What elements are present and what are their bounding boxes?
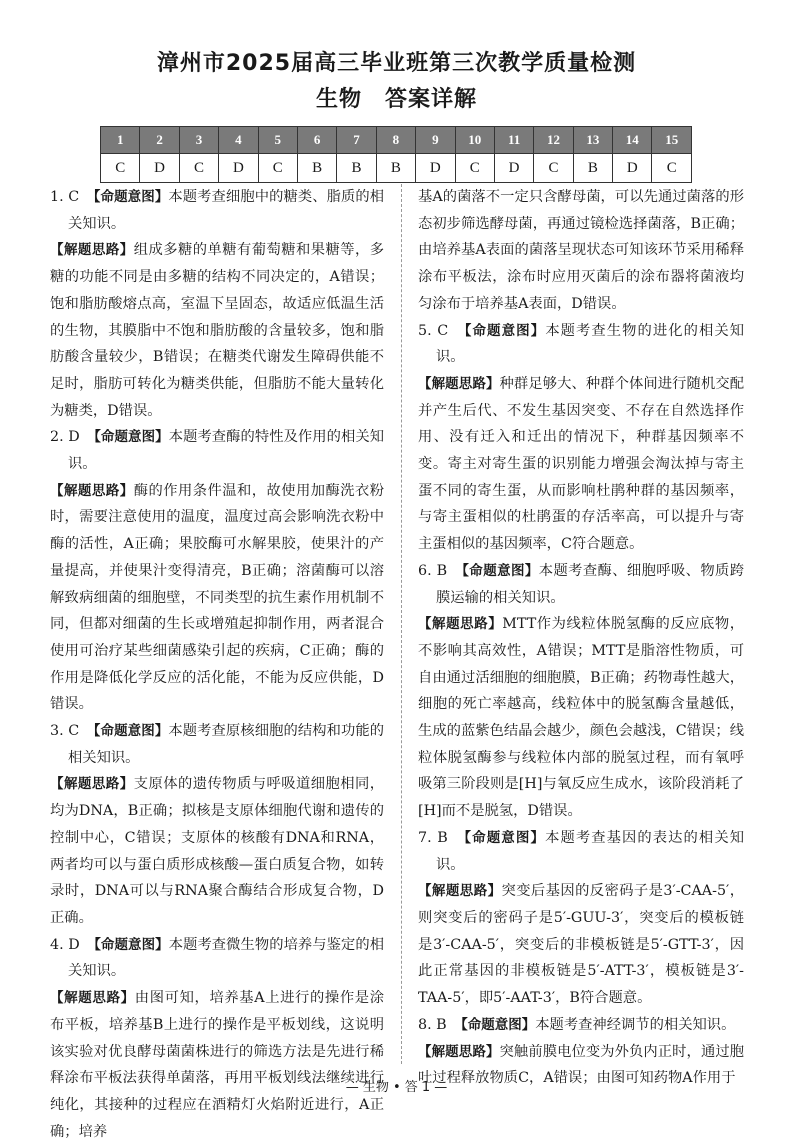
answer-number-cell: 10 <box>455 127 494 154</box>
question-2-explanation: 【解题思路】酶的作用条件温和，故使用加酶洗衣粉时，需要注意使用的温度，温度过高会影响洗衣粉中酶的活性，A正确；果胶酶可水解果胶，使果汁的产量提高，并使果汁变得清亮，B正确；溶菌酶可以溶解致病细菌的细胞壁，不同类型的抗生素作用机制不同，但都对细菌的生长或增殖起抑制作用，两者混合使用可治疗某些细菌感染引起的疾病，C正确；酶的作用是降低化学反应的活化能，不能为反应供能，D错误。 <box>50 482 385 713</box>
answer-number-cell: 9 <box>416 127 455 154</box>
answer-number-cell: 15 <box>652 127 692 154</box>
question-2: 2. D 【命题意图】本题考查酶的特性及作用的相关知识。 <box>50 429 385 473</box>
question-4: 4. D 【命题意图】本题考查微生物的培养与鉴定的相关知识。 <box>50 936 385 980</box>
answer-letter-cell: B <box>297 154 336 183</box>
question-7-explanation: 【解题思路】突变后基因的反密码子是3′-CAA-5′，则突变后的密码子是5′-GUU-3′，突变后的模板链是3′-CAA-5′，突变后的非模板链是5′-GTT-3′，因此正常基因的非模板链是5′-ATT-3′，模板链是3′-TAA-5′，即5′-AAT-3′，B符合题意。 <box>418 883 744 1007</box>
question-8-explanation: 【解题思路】突触前膜电位变为外负内正时，通过胞吐过程释放物质C，A错误；由图可知药物A作用于 <box>418 1043 745 1087</box>
answer-number-cell: 3 <box>179 127 218 154</box>
answer-number-cell: 4 <box>219 127 258 154</box>
answer-letter-cell: C <box>101 154 140 183</box>
right-column <box>418 184 744 1092</box>
page-title: 漳州市2025届高三毕业班第三次教学质量检测 <box>156 51 637 76</box>
answer-table <box>100 126 692 183</box>
answer-letter-cell: D <box>416 154 455 183</box>
answer-letter-cell: B <box>376 154 415 183</box>
answer-letter-cell: D <box>494 154 533 183</box>
answer-number-row <box>101 127 692 154</box>
question-4-explanation-continued: 基A的菌落不一定只含酵母菌，可以先通过菌落的形态初步筛选酵母菌，再通过镜检选择菌落，B正确；由培养基A表面的菌落呈现状态可知该环节采用稀释涂布平板法，涂布时应用灭菌后的涂布器将菌液均匀涂布于培养基A表面，D错误。 <box>418 189 744 312</box>
answer-number-cell: 12 <box>534 127 573 154</box>
question-5: 5. C 【命题意图】本题考查生物的进化的相关知识。 <box>418 322 745 366</box>
answer-letter-row <box>101 154 692 183</box>
question-5-explanation: 【解题思路】种群足够大、种群个体间进行随机交配并产生后代、不发生基因突变、不存在自然选择作用、没有迁入和迁出的情况下，种群基因频率不变。寄主对寄生蛋的识别能力增强会淘汰掉与寄主蛋不同的寄生蛋，从而影响杜鹃种群的基因频率，与寄主蛋相似的杜鹃蛋的存活率高，可以提升与寄主蛋相似的基因频率，C符合题意。 <box>418 375 745 553</box>
answer-letter-cell: C <box>258 154 297 183</box>
question-4-explanation: 【解题思路】由图可知，培养基A上进行的操作是涂布平板，培养基B上进行的操作是平板划线，这说明该实验对优良酵母菌菌株进行的筛选方法是先进行稀释涂布平板法获得单菌落，再用平板划线法继续进行纯化，其接种的过程应在酒精灯火焰附近进行，A正确；培养 <box>50 990 384 1140</box>
answer-number-cell: 1 <box>101 127 140 154</box>
answer-number-cell: 5 <box>258 127 297 154</box>
answer-letter-cell: C <box>534 154 573 183</box>
answer-number-cell: 7 <box>337 127 376 154</box>
column-divider <box>401 184 402 1064</box>
question-6-explanation: 【解题思路】MTT作为线粒体脱氢酶的反应底物，不影响其高效性，A错误；MTT是脂溶性物质，可自由通过活细胞的细胞膜，B正确；药物毒性越大，细胞的死亡率越高，线粒体中的脱氢酶含量越低，生成的蓝紫色结晶会越少，颜色会越浅，C错误；线粒体脱氢酶参与线粒体内部的脱氢过程，而有氧呼吸第三阶段则是[H]与氧反应生成水，该阶段消耗了[H]而不是脱氢，D错误。 <box>418 616 744 820</box>
answer-number-cell: 6 <box>297 127 336 154</box>
answer-letter-cell: B <box>573 154 612 183</box>
question-3: 3. C 【命题意图】本题考查原核细胞的结构和功能的相关知识。 <box>50 723 385 766</box>
answer-number-cell: 11 <box>494 127 533 154</box>
answer-number-cell: 2 <box>140 127 179 154</box>
question-8: 8. B 【命题意图】本题考查神经调节的相关知识。 <box>418 1016 736 1033</box>
answer-number-cell: 13 <box>573 127 612 154</box>
answer-letter-cell: D <box>140 154 179 183</box>
question-3-explanation: 【解题思路】支原体的遗传物质与呼吸道细胞相同，均为DNA，B正确；拟核是支原体细胞代谢和遗传的控制中心，C错误；支原体的核酸有DNA和RNA，两者均可以与蛋白质形成核酸—蛋白质复合物，如转录时，DNA可以与RNA聚合酶结合形成复合物，D正确。 <box>50 776 385 926</box>
page-subtitle: 生物 答案详解 <box>315 87 477 112</box>
question-1-explanation: 【解题思路】组成多糖的单糖有葡萄糖和果糖等，多糖的功能不同是由多糖的结构不同决定的，A错误；饱和脂肪酸熔点高，室温下呈固态，故适应低温生活的生物，其膜脂中不饱和脂肪酸的含量较多，饱和脂肪酸含量较少，B错误；在糖类代谢发生障碍供能不足时，脂肪可转化为糖类供能，但脂肪不能大量转化为糖类，D错误。 <box>50 242 385 419</box>
question-1: 1. C 【命题意图】本题考查细胞中的糖类、脂质的相关知识。 <box>50 189 385 232</box>
question-7: 7. B 【命题意图】本题考查基因的表达的相关知识。 <box>418 829 745 873</box>
page-footer: — 生物 • 答 1 — <box>345 1080 448 1095</box>
answer-letter-cell: C <box>455 154 494 183</box>
answer-number-cell: 8 <box>376 127 415 154</box>
answer-number-cell: 14 <box>613 127 652 154</box>
answer-letter-cell: D <box>613 154 652 183</box>
question-6: 6. B 【命题意图】本题考查酶、细胞呼吸、物质跨膜运输的相关知识。 <box>418 562 744 606</box>
answer-letter-cell: C <box>179 154 218 183</box>
answer-letter-cell: B <box>337 154 376 183</box>
answer-letter-cell: C <box>652 154 692 183</box>
answer-letter-cell: D <box>219 154 258 183</box>
left-column <box>50 184 384 1145</box>
